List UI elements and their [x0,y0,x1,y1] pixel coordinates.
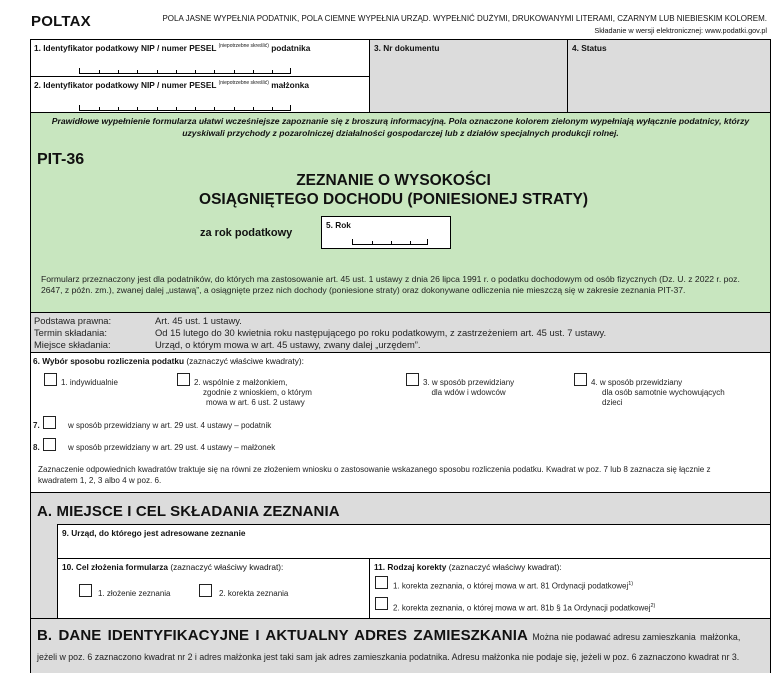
option-correction: 2. korekta zeznania [219,589,289,598]
field-2-nip-pesel-spouse[interactable] [31,76,370,113]
field-11-label: 11. Rodzaj korekty [374,562,447,572]
poltax-logo: POLTAX [31,13,91,30]
fill-instruction: POLA JASNE WYPEŁNIA PODATNIK, POLA CIEMNE WYPEŁNIA URZĄD. WYPEŁNIĆ DUŻYMI, DRUKOWANYMI LITERAMI, CZARNYM LUB NIEBIESKIM KOLOREM. [162,14,767,23]
option-joint-line1: 2. wspólnie z małżonkiem, [194,378,288,387]
field-10-purpose [57,558,370,620]
field-1-suffix: podatnika [271,43,311,53]
deadline-label: Termin składania: [34,326,107,338]
field-5-label: 5. Rok [326,220,351,230]
place-label: Miejsce składania: [34,338,111,350]
checkbox-single-parent[interactable] [574,373,587,386]
title-line-2: OSIĄGNIĘTEGO DOCHODU (PONIESIONEJ STRATY) [199,190,588,208]
option-joint-line3: mowa w art. 6 ust. 2 ustawy [206,397,305,407]
section-a-title: A. MIEJSCE I CEL SKŁADANIA ZEZNANIA [37,503,340,520]
field-3-document-number [369,40,568,113]
strike-note: (niepotrzebne skreślić) [218,43,269,49]
option-individual: 1. indywidualnie [61,378,118,387]
field-6-label: 6. Wybór sposobu rozliczenia podatku [33,356,185,366]
checkbox-filing[interactable] [79,584,92,597]
field-6-settlement-method [31,352,770,493]
option-correction-art81b: 2. korekta zeznania, o której mowa w art. 81b § 1a Ordynacji podatkowej [393,603,651,613]
field-4-label: 4. Status [572,43,607,53]
field-2-label: 2. Identyfikator podatkowy NIP / numer PESEL [34,80,217,90]
checkbox-art29-taxpayer[interactable] [43,416,56,429]
field-6-hint: (zaznaczyć właściwe kwadraty): [186,356,304,366]
field-1-label: 1. Identyfikator podatkowy NIP / numer PESEL [34,43,217,53]
footnote-1: 1) [628,581,634,587]
option-joint-line2: zgodnie z wnioskiem, o którym [203,387,312,397]
field-5-comb [352,239,428,245]
checkbox-individual[interactable] [44,373,57,386]
field-3-label: 3. Nr dokumentu [374,43,440,53]
option-single-parent-line3: dzieci [602,397,623,407]
field-10-label: 10. Cel złożenia formularza [62,562,169,572]
field-2-suffix: małżonka [271,80,310,90]
field-1-nip-pesel-taxpayer[interactable] [31,40,370,77]
form-code: PIT-36 [37,151,85,168]
checkbox-art29-spouse[interactable] [43,438,56,451]
field-6-note: Zaznaczenie odpowiednich kwadratów traktuje się na równi ze złożeniem wniosku o zastosowanie wskazanego sposobu rozliczenia podatku. Kwadrat w poz. 7 lub 8 zaznacza się łącznie z kwadratem 1, 2, 3 albo 4 w poz. 6. [38,465,711,485]
field-11-hint: (zaznaczyć właściwy kwadrat): [448,562,562,572]
checkbox-correction-art81b[interactable] [375,597,388,610]
field-4-status [567,40,770,113]
form-frame [30,39,771,673]
section-a [31,492,770,619]
deadline-value: Od 15 lutego do 30 kwietnia roku następującego po roku podatkowym, z zastrzeżeniem art. 45 ust. 7 ustawy. [155,326,607,338]
checkbox-widowed[interactable] [406,373,419,386]
field-9-tax-office[interactable] [57,524,770,559]
field-2-comb [79,105,291,111]
checkbox-correction-art81[interactable] [375,576,388,589]
basis-label: Podstawa prawna: [34,315,112,326]
field-8-number: 8. [33,443,40,452]
option-single-parent-line2: dla osób samotnie wychowujących [602,387,725,397]
field-5-year[interactable] [321,216,451,249]
checkbox-correction[interactable] [199,584,212,597]
form-description: Formularz przeznaczony jest dla podatników, do których ma zastosowanie art. 45 ust. 1 ustawy z dnia 26 lipca 1991 r. o podatku dochodowym od osób fizycznych (Dz. U. z 2022 r. poz. 2647, z późn. zm.), zwanej dalej „ustawą”, a osiągnięte przez nich dochody (poniesione straty) oraz dokonywane odliczenia nie mieszczą się w zakresie zeznania PIT-37. [41,274,740,296]
field-1-comb [79,68,291,74]
title-line-1: ZEZNANIE O WYSOKOŚCI [296,172,491,189]
footnote-2: 2) [650,603,656,609]
legal-basis-block [31,312,770,353]
section-b [31,618,770,673]
tax-year-label: za rok podatkowy [200,227,293,239]
field-7-text: w sposób przewidziany w art. 29 ust. 4 ustawy – podatnik [68,421,272,430]
section-b-title: B. DANE IDENTYFIKACYJNE I AKTUALNY ADRES ZAMIESZKANIA [37,627,528,644]
basis-value: Art. 45 ust. 1 ustawy. [155,315,242,326]
intro-text: Prawidłowe wypełnienie formularza ułatwi wcześniejsze zapoznanie się z broszurą informacyjną. Pola oznaczone kolorem zielonym wypełniają wyłącznie podatnicy, którzy uzyskiwali przychody z pozarolniczej działalności gospodarczej lub z działów specjalnych produkcji rolnej. [51,116,750,138]
checkbox-joint-spouse[interactable] [177,373,190,386]
field-11-correction-type [369,558,770,620]
place-value: Urząd, o którym mowa w art. 45 ustawy, zwany dalej „urzędem”. [155,338,421,350]
option-widowed-line2: dla wdów i wdowców [431,387,506,397]
field-10-hint: (zaznaczyć właściwy kwadrat): [170,562,284,572]
option-filing: 1. złożenie zeznania [98,589,171,598]
option-widowed-line1: 3. w sposób przewidziany [423,378,515,387]
section-b-note-inline: Można nie podawać adresu zamieszkania [532,632,696,642]
electronic-filing-note: Składanie w wersji elektronicznej: www.podatki.gov.pl [594,26,767,35]
strike-note: (niepotrzebne skreślić) [218,80,269,86]
field-8-text: w sposób przewidziany w art. 29 ust. 4 ustawy – małżonek [68,443,276,452]
form-title-block [31,112,770,313]
field-7-number: 7. [33,421,40,430]
option-single-parent-line1: 4. w sposób przewidziany [591,378,683,387]
field-9-label: 9. Urząd, do którego jest adresowane zeznanie [62,528,246,538]
section-b-note: małżonka, jeżeli w poz. 6 zaznaczono kwadrat nr 2 i adres małżonka jest taki sam jak adres zamieszkania podatnika. Adresu małżonka nie podaje się, jeżeli w poz. 6 zaznaczono kwadrat nr 3. [37,632,741,663]
option-correction-art81: 1. korekta zeznania, o której mowa w art. 81 Ordynacji podatkowej [393,581,629,591]
